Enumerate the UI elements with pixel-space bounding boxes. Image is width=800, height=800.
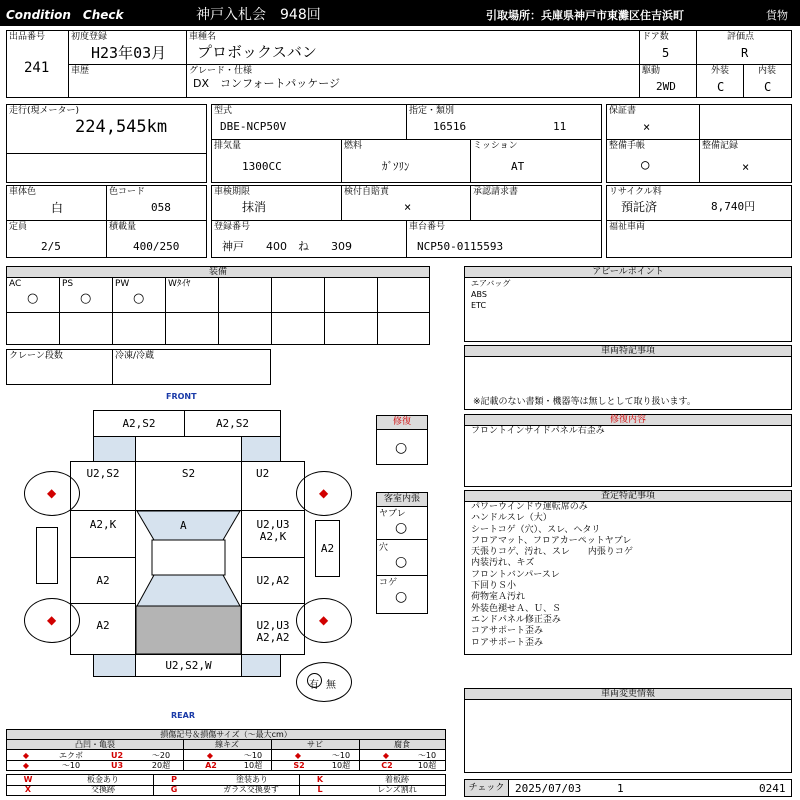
- venue-title: 神戸入札会 948回: [196, 7, 321, 23]
- check-num: 1: [617, 782, 624, 795]
- quarter-right: U2,U3 A2,A2: [241, 603, 305, 655]
- int-box: 内装 C: [743, 64, 792, 98]
- freezer-box: 冷凍/冷蔵: [112, 349, 271, 385]
- roof-damage: A: [180, 519, 187, 532]
- doors-box: ドア数 5: [639, 30, 697, 65]
- reg-box: 登録番号 神戸 400 ね 309: [211, 220, 407, 258]
- drive-box: 駆動 2WD: [639, 64, 697, 98]
- type-value: DBE-NCP50V: [220, 120, 287, 133]
- spare-tire: 有 無: [296, 662, 352, 702]
- lot-box: 出品番号 241: [6, 30, 69, 98]
- inspection-box: 車検期限 抹消: [211, 185, 342, 221]
- liability-box: 検付自賠責 ×: [341, 185, 471, 221]
- app-title: Condition Check: [6, 8, 124, 22]
- appeal-header: アピールポイント: [464, 266, 792, 278]
- type-box: 型式 DBE-NCP50V: [211, 104, 407, 140]
- door-right-front: U2,U3 A2,K: [241, 510, 305, 558]
- inspection-content: パワーウインドウ運転席のみ ハンドルスレ（大） シートコゲ（穴）、スレ、ヘタリ フロアマット、フロアカーペットヤブレ 天張りコゲ、汚れ、スレ 内張りコゲ 内装汚れ、キズ フロントバンパースレ 下回りＳ小 荷物室Ａ汚れ 外装色褪せＡ、Ｕ、Ｓ エンドパネル修正歪み コアサポート歪み ロアサポート歪み: [464, 501, 792, 655]
- approval-box: 承認請求書: [470, 185, 602, 221]
- grade-box: グレード・仕様 DX コンフォートパッケージ: [186, 64, 640, 98]
- model-box: 車種名 プロボックスバン: [186, 30, 640, 65]
- warranty-box: 保証書 ×: [606, 104, 700, 140]
- cabin-outline: [135, 510, 242, 655]
- displacement-box: 排気量 1300CC: [211, 139, 342, 183]
- header-bar: [0, 0, 800, 26]
- score-box: 評価点 R: [696, 30, 792, 65]
- repair-box: 修復 ○: [376, 415, 428, 465]
- wheel-right-rear: ◆: [296, 598, 352, 643]
- manual-box: 整備手帳 ○: [606, 139, 700, 183]
- special-content: ※記載のない書類・機器等は無しとして取り扱います。: [464, 356, 792, 410]
- rear-bumper: U2,S2,W: [135, 654, 242, 677]
- check-footer: チェック 2025/07/03 1 0241: [464, 779, 792, 797]
- int-value: C: [764, 80, 772, 94]
- ext-value: C: [717, 80, 725, 94]
- fender-right-front: U2: [241, 461, 305, 511]
- inspection-header: 査定特記事項: [464, 490, 792, 502]
- drive-value: 2WD: [656, 80, 676, 93]
- legend-title: 損傷記号＆損傷サイズ（〜最大cm）: [6, 729, 446, 740]
- rear-label: REAR: [171, 711, 195, 720]
- color-code-box: 色コード 058: [106, 185, 207, 221]
- side-right-panel: A2: [315, 520, 340, 577]
- fender-left-front: U2,S2: [70, 461, 136, 511]
- crane-box: クレーン段数: [6, 349, 113, 385]
- capacity-box: 定員 2/5: [6, 220, 107, 258]
- fuel-box: 燃料 ｶﾞｿﾘﾝ: [341, 139, 471, 183]
- quarter-left: A2: [70, 603, 136, 655]
- lot-number: 241: [24, 60, 50, 76]
- vehicle-category: 貨物: [766, 9, 788, 22]
- equipment-grid: AC PS PW Wﾀｲﾔ ○ ○ ○: [6, 277, 430, 345]
- change-header: 車両変更情報: [464, 688, 792, 700]
- front-bumper-right: A2,S2: [184, 410, 281, 437]
- mileage-value: 224,545km: [75, 117, 168, 137]
- front-label: FRONT: [166, 392, 197, 401]
- record-box: 整備記録 ×: [699, 139, 792, 183]
- cert-box: 指定・類別 16516 11: [406, 104, 602, 140]
- repair-content: フロントインサイドパネル右歪み: [464, 425, 792, 487]
- load-box: 積載量 400/250: [106, 220, 207, 258]
- model-name: プロボックスバン: [197, 43, 317, 61]
- wheel-left-front: ◆: [24, 471, 80, 516]
- doors-value: 5: [662, 46, 670, 60]
- equipment-header: 装備: [6, 266, 430, 278]
- check-code: 0241: [759, 782, 786, 795]
- hood: S2: [135, 461, 242, 511]
- color-box: 車体色 白: [6, 185, 107, 221]
- recycle-box: リサイクル料 預託済 8,740円: [606, 185, 792, 221]
- door-left-front: A2,K: [70, 510, 136, 558]
- score-value: R: [741, 46, 749, 60]
- door-left-rear: A2: [70, 557, 136, 604]
- change-content: [464, 699, 792, 773]
- first-registration: H23年03月: [91, 44, 167, 62]
- welfare-box: 福祉車両: [606, 220, 792, 258]
- wheel-right-front: ◆: [296, 471, 352, 516]
- legend-keys: W 板金あり P 塗装あり K 着板跡 X 交換跡 G ガラス交換要す L レンズ割れ: [6, 774, 446, 796]
- special-header: 車両特記事項: [464, 345, 792, 357]
- appeal-content: エアバッグ ABS ETC: [464, 277, 792, 342]
- wheel-left-rear: ◆: [24, 598, 80, 643]
- mission-box: ミッション AT: [470, 139, 602, 183]
- repair-header: 修復内容: [464, 414, 792, 426]
- ext-box: 外装 C: [696, 64, 744, 98]
- first-reg-box: 初度登録 H23年03月: [68, 30, 187, 65]
- check-date: 2025/07/03: [515, 782, 582, 795]
- legend-table: 凸凹・亀裂 線キズ サビ 腐食 ◆ エクボ U2 〜20 ◆ 〜10 ◆ 〜10 ◆ 〜10 ◆ 〜10 U3 20超 A2 10超 S2 10超 C2 10超: [6, 739, 446, 771]
- chassis-box: 車台番号 NCP50-0115593: [406, 220, 602, 258]
- grade-value: DX コンフォートパッケージ: [193, 77, 341, 90]
- door-right-rear: U2,A2: [241, 557, 305, 604]
- mileage-box: 走行(現メーター) 224,545km: [6, 104, 207, 154]
- history-box: 車歴: [68, 64, 187, 98]
- pickup-location: 引取場所：兵庫県神戸市東灘区住吉浜町: [486, 9, 684, 22]
- front-bumper-left: A2,S2: [93, 410, 185, 437]
- cabin-box: 客室内張 ヤブレ ○ 穴 ○ コゲ ○: [376, 492, 428, 614]
